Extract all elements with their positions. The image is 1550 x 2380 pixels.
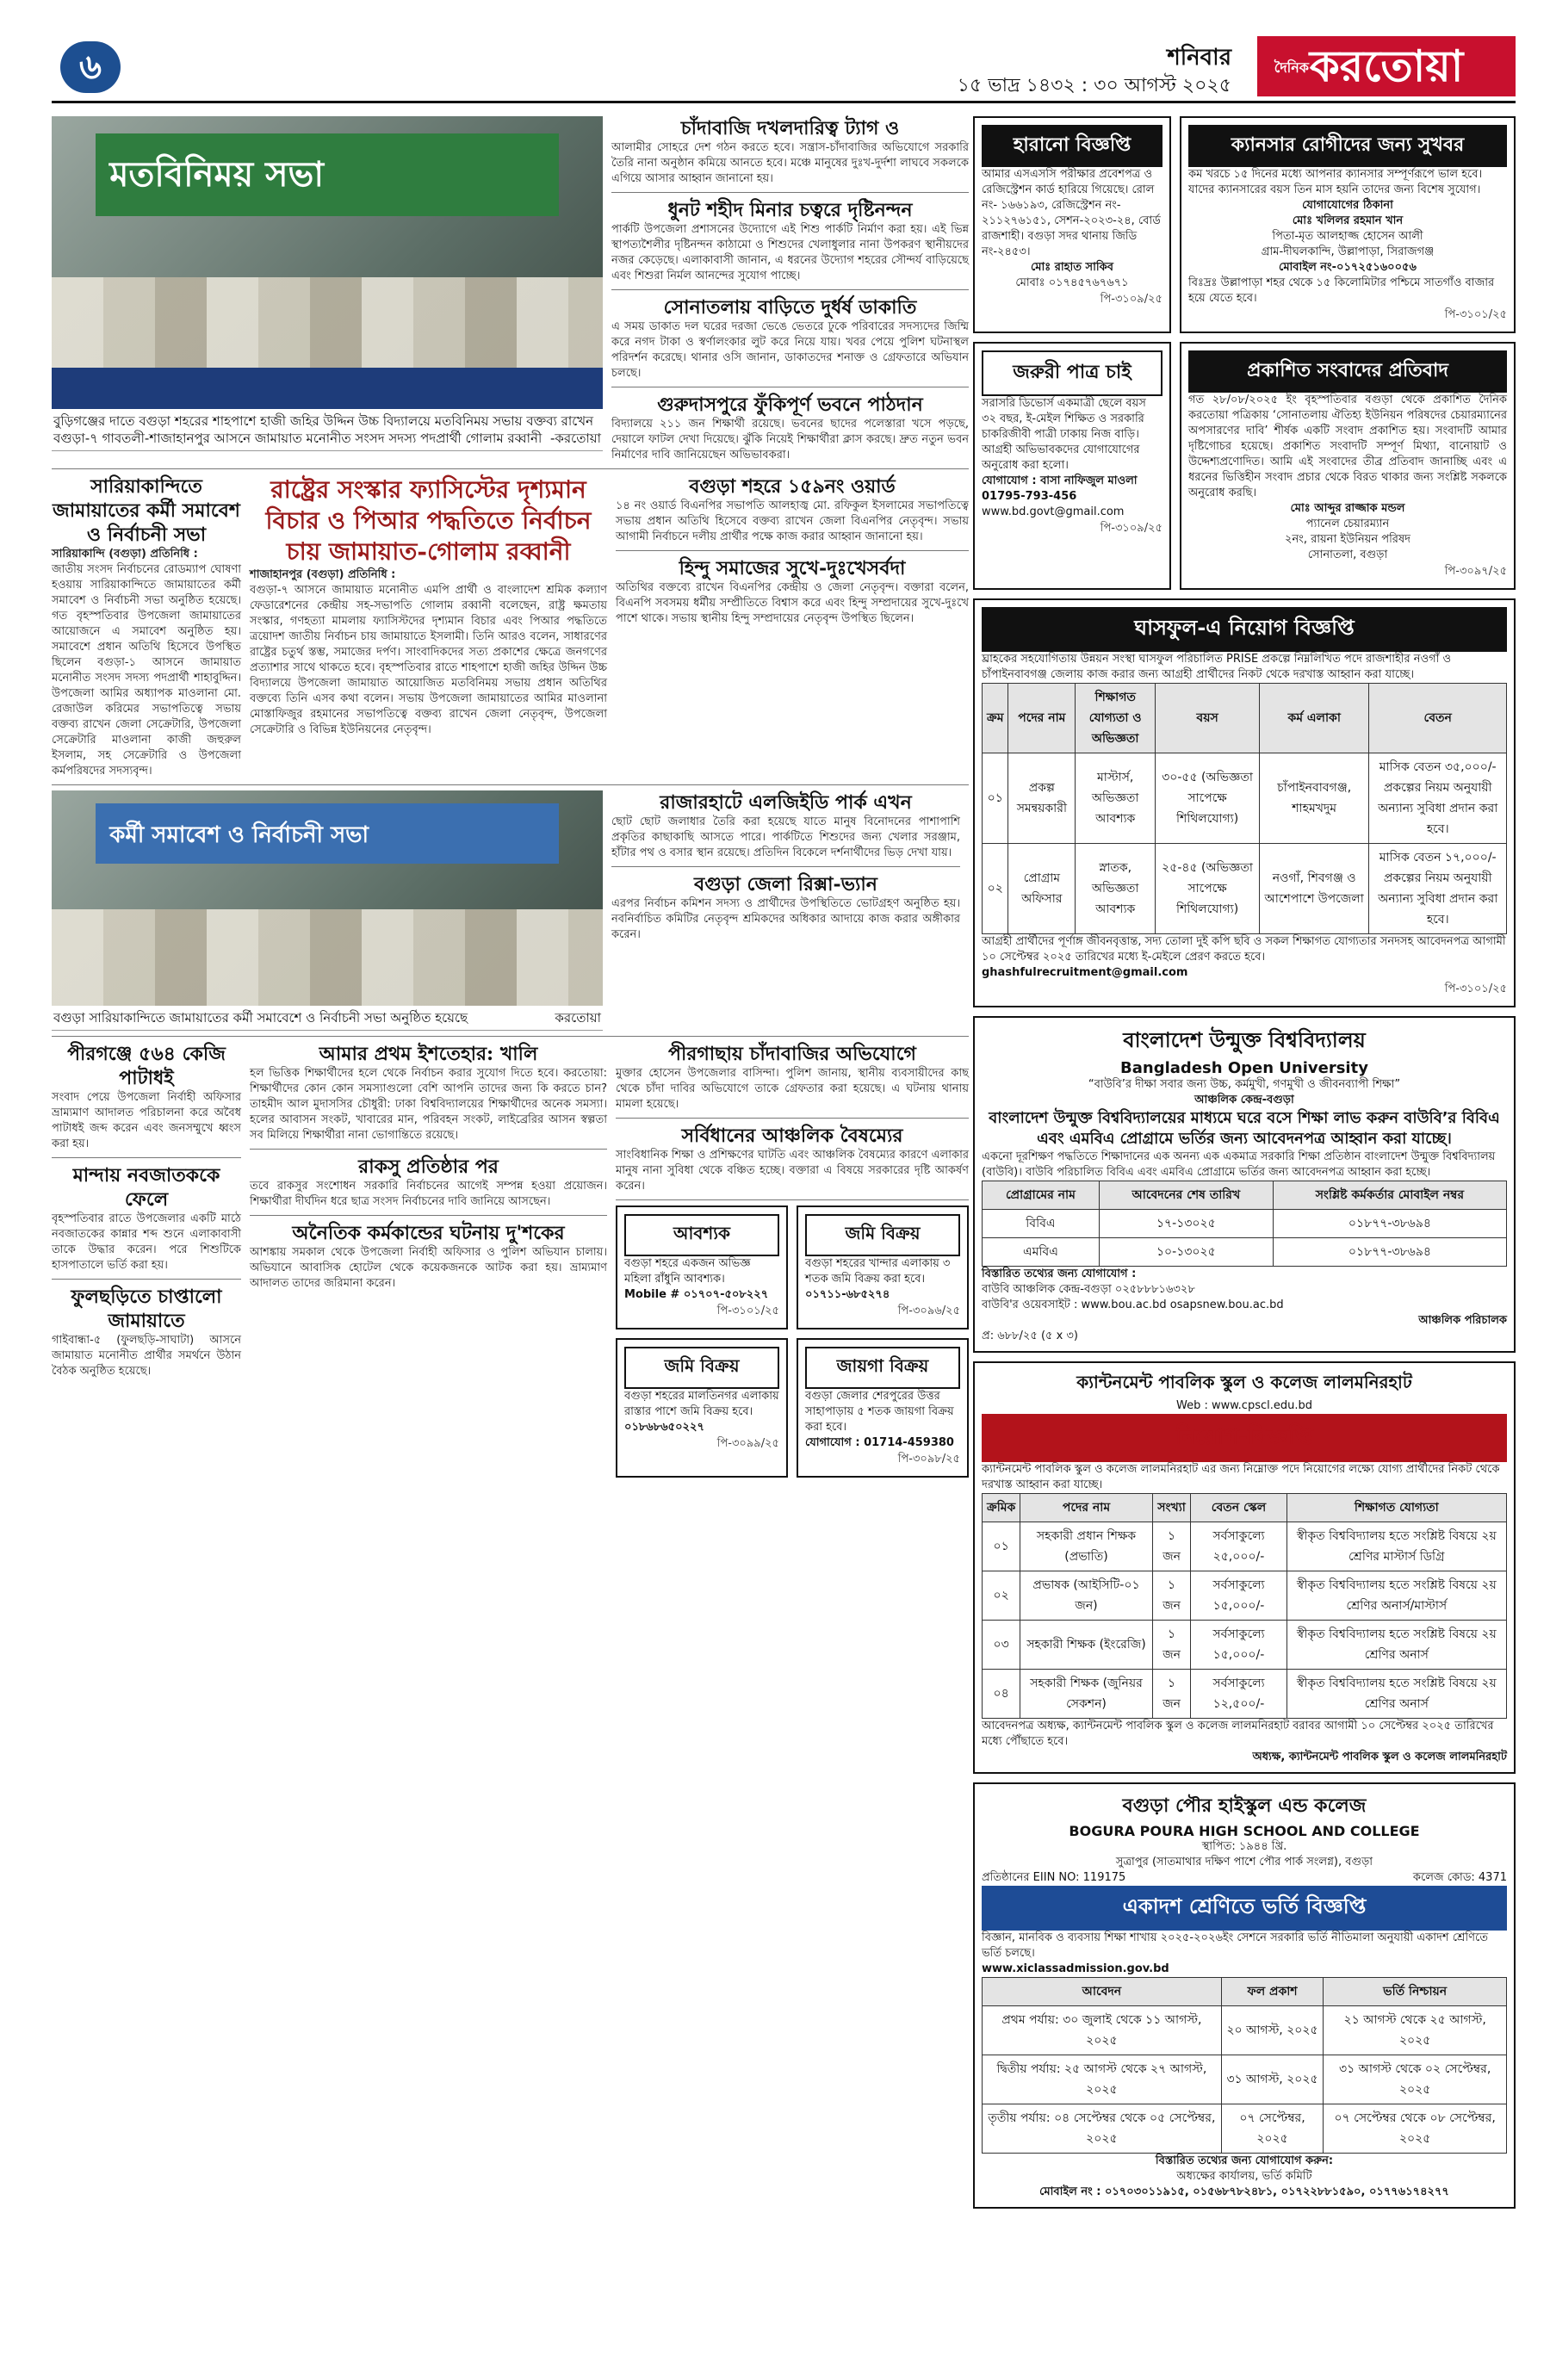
- table-cell: সহকারী শিক্ষক (ইংরেজি): [1020, 1621, 1152, 1670]
- table-cell: সর্বসাকুল্যে ১২,৫০০/-: [1191, 1670, 1286, 1719]
- table-header-cell: প্রোগ্রামের নাম: [983, 1181, 1100, 1210]
- table-cell: ১ জন: [1152, 1571, 1191, 1621]
- second-photo-caption: বগুড়া সারিয়াকান্দিতে জামায়াতের কর্মী সমাবেশে ও নির্বাচনী সভা অনুষ্ঠিত হয়েছে করতোয়া: [52, 1006, 603, 1031]
- table-cell: ২০ আগস্ট, ২০২৫: [1221, 2006, 1324, 2055]
- table-cell: মাসিক বেতন ১৭,০০০/- প্রকল্পের নিয়ম অনুযায়ী অন্যান্য সুবিধা প্রদান করা হবে।: [1369, 844, 1507, 934]
- table-cell: প্রকল্প সমন্বয়কারী: [1008, 753, 1076, 844]
- story-body: এরপর নির্বাচন কমিশন সদস্য ও প্রার্থীদের উপস্থিতিতে ভোটগ্রহণ অনুষ্ঠিত হয়। নবনির্বাচিত কমিটির নেতৃবৃন্দ শ্রমিকদের অধিকার আদায়ে কাজ করার অঙ্গীকার করেন।: [611, 897, 960, 941]
- story-headline: সোনাতলায় বাড়িতে দুর্ধর্ষ ডাকাতি: [663, 296, 917, 319]
- table-header-cell: আবেদন: [983, 1978, 1222, 2006]
- table-cell: প্রথম পর্যায়: ৩০ জুলাই থেকে ১১ আগস্ট, ২০২৫: [983, 2006, 1222, 2055]
- classified-needed: আবশ্যক বগুড়া শহরে একজন অভিজ্ঞ মহিলা রাঁধুনি আবশ্যক। Mobile # ০১৭০৭-৫০৮২২৭ পি-৩১০১/২৫: [616, 1205, 788, 1329]
- table-header-cell: পদের নাম: [1020, 1494, 1152, 1522]
- logo-prefix: দৈনিক: [1274, 59, 1309, 76]
- table-cell: তৃতীয় পর্যায়: ০৪ সেপ্টেম্বর থেকে ০৫ সেপ্টেম্বর, ২০২৫: [983, 2104, 1222, 2154]
- table-cell: ০১৮৭৭-৩৮৬৯৪: [1273, 1210, 1506, 1238]
- table-cell: ০৪: [983, 1670, 1020, 1719]
- table-cell: ০২: [983, 1571, 1020, 1621]
- classified-land-1: জমি বিক্রয় বগুড়া শহরের খান্দার এলাকায় ৩ শতক জমি বিক্রয় করা হবে। ০১৭১১-৬৮৫২৭৪ পি-৩০৯৬/২৫: [797, 1205, 969, 1329]
- story-body: গাইবান্ধা-৫ (ফুলছড়ি-সাঘাটা) আসনে জামায়াত মনোনীত প্রার্থীর সমর্থনে উঠান বৈঠক অনুষ্ঠিত হয়েছে।: [52, 1334, 241, 1378]
- story-headline: সর্বিধানের আঞ্চলিক বৈষম্যের: [681, 1125, 903, 1147]
- story-headline: হিন্দু সমাজের সুখে-দুঃখেসর্বদা: [679, 557, 906, 580]
- story-body: তবে রাকসুর সংশোধন সরকারি নির্বাচনের আগেই সম্পন্ন হওয়া প্রয়োজন। শিক্ষার্থীরা দীর্ঘদিন ধরে ছাত্র সংসদ নির্বাচনের দাবি জানিয়ে আসছেন।: [250, 1180, 607, 1208]
- table-cell: ১ জন: [1152, 1621, 1191, 1670]
- story-body: আলামীর সোহরে দেশ গঠন করতে হবে। সন্ত্রাস-চাঁদাবাজির অভিযোগে সরকারি তৈরি নানা অনুষ্ঠান কমিয়ে আনতে হবে। মঞ্চে মানুষের দুঃখ-দুর্দশা লাঘবে সকলকে এগিয়ে আসার আহ্বান জানানো হয়।: [611, 141, 969, 185]
- story-dateline: শাজাহানপুর (বগুড়া) প্রতিনিধি :: [250, 568, 396, 581]
- table-cell: ০১: [983, 1522, 1020, 1571]
- logo-text: করতোয়া: [1309, 40, 1464, 91]
- table-cell: দ্বিতীয় পর্যায়: ২৫ আগস্ট থেকে ২৭ আগস্ট, ২০২৫: [983, 2055, 1222, 2104]
- story-body: হল ভিত্তিক শিক্ষার্থীদের হলে থেকে নির্বাচন করার সুযোগ দিতে হবে। করতোয়া: শিক্ষার্থীদের কোন কোন সমস্যাগুলো বেশি আপনি তাদের জন্য কি করতে চান? তাহমীদ আল মুদাসসির চৌধুরী: ঢাকা বিশ্ববিদ্যালয়ের শিক্ষার্থীদের অনেক সমস্যা। হলের আবাসন সংকট, খাবারের মান, পরিবহন সংকট, লাইব্রেরির আসন স্বল্পতা সব মিলিয়ে শিক্ষার্থীরা নানা ভোগান্তিতে রয়েছে।: [250, 1067, 607, 1142]
- story-headline: রাকসু প্রতিষ্ঠার পর: [358, 1156, 499, 1178]
- story-body: বগুড়া-৭ আসনে জামায়াত মনোনীত এমপি প্রার্থী ও বাংলাদেশ শ্রমিক কল্যাণ ফেডারেশনের কেন্দ্রীয় সহ-সভাপতি গোলাম রব্বানী বলেছেন, রাষ্ট্র ক্ষমতায় সংস্কার, গণহত্যা মামলায় ফ্যাসিস্টদের দৃশ্যমান বিচার এবং পিআর পদ্ধতিতে ত্রয়োদশ জাতীয় নির্বাচন চায় জামায়াতে ইসলামী। তিনি আরও বলেন, সাধারণের রাষ্ট্রের চতুর্থ স্তম্ভ, সমাজের দর্পণ। সাংবাদিকদের সত্য প্রকাশের ক্ষেত্রে জনগণের প্রত্যাশার সাথে থাকতে হবে। বৃহস্পতিবার রাতে শাহপাশে হাজী জহির উদ্দিন উচ্চ বিদ্যালয়ে উপজেলা জামায়াত আয়োজিত মতবিনিময় সভায় প্রধান অতিথির বক্তব্যে তিনি এসব কথা বলেন। সভায় উপজেলা জামায়াতের আমির মাওলানা মোস্তাফিজুর রহমানের সভাপতিত্বে বক্তব্য রাখেন জেলা নেতৃবৃন্দ, উপজেলা সেক্রেটারি ও বিভিন্ন ইউনিয়নের নেতৃবৃন্দ।: [250, 584, 607, 736]
- page-number: ৬: [60, 41, 121, 93]
- table-header-cell: বয়স: [1156, 684, 1260, 753]
- story-headline: ফুলছড়িতে চাপ্তালো জামায়াতে: [71, 1286, 222, 1332]
- story-body: পার্কটি উপজেলা প্রশাসনের উদ্যোগে এই শিশু পার্কটি নির্মাণ করা হয়। এই ভিন্ন স্থাপত্যশৈলীর দৃষ্টিনন্দন কাঠামো ও শিশুদের খেলাধুলার নানা উপকরণ স্থানীয়দের নজর কেড়েছে। এলাকাবাসী জানান, এ ধরনের উদ্যোগ শহরের সৌন্দর্য বাড়িয়েছে এবং শিশুরা নির্মল আনন্দের সুযোগ পাচ্ছে।: [611, 223, 969, 282]
- story-body: জাতীয় সংসদ নির্বাচনের রোডম্যাপ ঘোষণা হওয়ায় সারিয়াকান্দিতে জামায়াতের কর্মী সমাবেশ ও নির্বাচনী সভা অনুষ্ঠিত হয়েছে। গত বৃহস্পতিবার উপজেলা জামায়াতের আয়োজনে এ সমাবেশ অনুষ্ঠিত হয়। সমাবেশে প্রধান অতিথি হিসেবে উপস্থিত ছিলেন বগুড়া-১ আসনে জামায়াত মনোনীত সংসদ সদস্য পদপ্রার্থী শাহাবুদ্দিন। উপজেলা আমির অধ্যাপক মাওলানা মো. রেজাউল করিমের সভাপতিত্বে সভায় বক্তব্য রাখেন জেলা সেক্রেটারি, উপজেলা সেক্রেটারি মাওলানা কাজী জহুরুল ইসলাম, সহ সেক্রেটারি ও উপজেলা কর্মপরিষদের সদস্যবৃন্দ।: [52, 563, 241, 778]
- lead-photo-caption: বুড়িগঞ্জের দাতে বগুড়া শহরের শাহপাশে হাজী জহির উদ্দিন উচ্চ বিদ্যালয়ে মতবিনিময় সভায় বক্তব্য রাখেন বগুড়া-৭ গাবতলী-শাজাহানপুর আসনে জামায়াত মনোনীত সংসদ সদস্য পদপ্রার্থী গোলাম রব্বানী -করতোয়া: [52, 409, 603, 451]
- table-header-cell: সংশ্লিষ্ট কর্মকর্তার মোবাইল নম্বর: [1273, 1181, 1506, 1210]
- lead-photo-banner: মতবিনিময় সভা: [96, 133, 559, 215]
- table-header-cell: পদের নাম: [1008, 684, 1076, 753]
- table-cell: সহকারী প্রধান শিক্ষক (প্রভাতি): [1020, 1522, 1152, 1571]
- story-body: বিদ্যালয়ে ২১১ জন শিক্ষার্থী রয়েছে। ভবনের ছাদের পলেস্তারা খসে পড়ছে, দেয়ালে ফাটল দেখা দিয়েছে। ঝুঁকি নিয়েই শিক্ষার্থীরা ক্লাস করছে। দ্রুত নতুন ভবন নির্মাণের দাবি জানিয়েছেন অভিভাবকরা।: [611, 418, 969, 462]
- lead-photo: [52, 116, 603, 409]
- table-cell: ০৭ সেপ্টেম্বর থেকে ০৮ সেপ্টেম্বর, ২০২৫: [1324, 2104, 1507, 2154]
- table-cell: প্রভাষক (আইসিটি-০১ জন): [1020, 1571, 1152, 1621]
- table-cell: স্বীকৃত বিশ্ববিদ্যালয় হতে সংশ্লিষ্ট বিষয়ে ২য় শ্রেণির মাস্টার্স ডিগ্রি: [1286, 1522, 1506, 1571]
- ad-cantonment: ক্যান্টনমেন্ট পাবলিক স্কুল ও কলেজ লালমনিরহাট Web : www.cpscl.edu.bd নিয়োগ-বিজ্ঞপ্তি ক্যান্টনমেন্ট পাবলিক স্কুল ও কলেজ লালমনিরহাট এর জন্য নিম্নোক্ত পদে নিয়োগের লক্ষ্যে যোগ্য প্রার্থীদের নিকট থেকে দরখাস্ত আহ্বান করা যাচ্ছে। ক্রমিক পদের নাম সংখ্যা বেতন স্কেল শিক্ষাগত যোগ্যতা ০১ সহকারী প্রধান শিক্ষক (প্রভাতি) ১ জন সর্বসাকুল্যে ২৫,০০০/- স্বীকৃত বিশ্ববিদ্যালয় হতে সংশ্লিষ্ট বিষয়ে ২য় শ্রেণির মাস্টার্স ডিগ্রি ০২ প্রভাষক (আইসিটি-০১ জন) ১ জন সর্বসাকুল্যে ১৫,০০০/- স্বীকৃত বিশ্ববিদ্যালয় হতে সংশ্লিষ্ট বিষয়ে ২য় শ্রেণির অনার্স/মাস্টার্স ০৩ সহকারী শিক্ষক (ইংরেজি) ১ জন সর্বসাকুল্যে ১৫,০০০/- স্বীকৃত বিশ্ববিদ্যালয় হতে সংশ্লিষ্ট বিষয়ে ২য় শ্রেণির অনার্স ০৪ সহকারী শিক্ষক (জুনিয়র সেকশন) ১ জন সর্বসাকুল্যে ১২,৫০০/- স্বীকৃত বিশ্ববিদ্যালয় হতে সংশ্লিষ্ট বিষয়ে ২য় শ্রেণির অনার্স আবেদনপত্র অধ্যক্ষ, ক্যান্টনমেন্ট পাবলিক স্কুল ও কলেজ লালমনিরহাট বরাবর আগামী ১০ সেপ্টেম্বর ২০২৫ তারিখের মধ্যে পৌঁছাতে হবে। অধ্যক্ষ, ক্যান্টনমেন্ট পাবলিক স্কুল ও কলেজ লালমনিরহাট: [973, 1361, 1516, 1774]
- bou-table: [982, 1181, 1507, 1267]
- story-headline: পীরগঞ্জে ৫৬৪ কেজি পাটাধই: [67, 1043, 226, 1089]
- story-headline: রাষ্ট্রের সংস্কার ফ্যাসিস্টের দৃশ্যমান বিচার ও পিআর পদ্ধতিতে নির্বাচন চায় জামায়াত-গোলাম রব্বানী: [265, 475, 592, 566]
- table-row: [983, 2055, 1507, 2104]
- table-cell: মাসিক বেতন ৩৫,০০০/- প্রকল্পের নিয়ম অনুযায়ী অন্যান্য সুবিধা প্রদান করা হবে।: [1369, 753, 1507, 844]
- table-row: [983, 1571, 1507, 1621]
- story-body: ছোট ছোট জলাধার তৈরি করা হয়েছে যাতে মানুষ বিনোদনের পাশাপাশি প্রকৃতির কাছাকাছি আসতে পারে। পার্কটিতে শিশুদের জন্য খেলার সরঞ্জাম, হাঁটার পথ ও বসার স্থান রয়েছে। প্রতিদিন বিকেলে দর্শনার্থীদের ভিড় দেখা যায়।: [611, 815, 960, 859]
- table-cell: চাঁপাইনবাবগঞ্জ, শাহমখদুম: [1259, 753, 1369, 844]
- table-row: [983, 2104, 1507, 2154]
- story-body: ১৪ নং ওয়ার্ড বিএনপির সভাপতি আলহাজ্ব মো. রফিকুল ইসলামের সভাপতিত্বে সভায় প্রধান অতিথি হিসেবে বক্তব্য রাখেন জেলা বিএনপির নেতৃবৃন্দ। সভায় আগামী নির্বাচনে দলীয় প্রার্থীর পক্ষে কাজ করার আহ্বান জানানো হয়।: [616, 499, 969, 543]
- day-name: শনিবার: [1167, 45, 1231, 71]
- table-cell: সহকারী শিক্ষক (জুনিয়র সেকশন): [1020, 1670, 1152, 1719]
- table-cell: ০৩: [983, 1621, 1020, 1670]
- table-cell: ১ জন: [1152, 1522, 1191, 1571]
- cantonment-table: [982, 1493, 1507, 1719]
- story-headline: বগুড়া শহরে ১৫৯নং ওয়ার্ড: [689, 475, 896, 498]
- table-cell: ৩১ আগস্ট, ২০২৫: [1221, 2055, 1324, 2104]
- table-cell: ১৭-১৩০২৫: [1099, 1210, 1273, 1238]
- story-headline: রাজারহাটে এলজিইডি পার্ক এখন: [660, 791, 912, 814]
- table-header-cell: বেতন স্কেল: [1191, 1494, 1286, 1522]
- story-body: মুক্তার হোসেন উপজেলার বাসিন্দা। পুলিশ জানায়, স্থানীয় ব্যবসায়ীদের কাছ থেকে চাঁদা দাবির অভিযোগে তাকে গ্রেফতার করা হয়েছে। এ ঘটনায় থানায় মামলা হয়েছে।: [616, 1067, 969, 1111]
- table-cell: ১০-১৩০২৫: [1099, 1238, 1273, 1267]
- table-header-cell: কর্ম এলাকা: [1259, 684, 1369, 753]
- table-header-cell: শিক্ষাগত যোগ্যতা ও অভিজ্ঞতা: [1076, 684, 1156, 753]
- job-table: [982, 683, 1507, 934]
- table-header-cell: সংখ্যা: [1152, 1494, 1191, 1522]
- table-cell: ২৫-৪৫ (অভিজ্ঞতা সাপেক্ষে শিথিলযোগ্য): [1156, 844, 1260, 934]
- lead-photo-table: [52, 368, 603, 409]
- table-cell: স্বীকৃত বিশ্ববিদ্যালয় হতে সংশ্লিষ্ট বিষয়ে ২য় শ্রেণির অনার্স: [1286, 1670, 1506, 1719]
- second-photo-people: [52, 909, 603, 1007]
- story-dateline: সারিয়াকান্দি (বগুড়া) প্রতিনিধি :: [52, 548, 198, 561]
- story-body: বৃহস্পতিবার রাতে উপজেলার একটি মাঠে নবজাতকের কান্নার শব্দ শুনে এলাকাবাসী তাকে উদ্ধার করেন। পরে শিশুটিকে হাসপাতালে ভর্তি করা হয়।: [52, 1212, 241, 1272]
- story-headline: সারিয়াকান্দিতে জামায়াতের কর্মী সমাবেশ ও নির্বাচনী সভা: [53, 475, 240, 546]
- story-headline: চাঁদাবাজি দখলদারিত্ব ট্যাগ ও: [680, 117, 900, 139]
- table-cell: ০৭ সেপ্টেম্বর, ২০২৫: [1221, 2104, 1324, 2154]
- story-body: সাংবিধানিক শিক্ষা ও প্রশিক্ষণের ঘাটতি এবং আঞ্চলিক বৈষম্যের কারণে এলাকার মানুষ নানা সুবিধা থেকে বঞ্চিত হচ্ছে। বক্তারা এ বিষয়ে সরকারের দৃষ্টি আকর্ষণ করেন।: [616, 1149, 969, 1193]
- second-photo: [52, 790, 603, 1006]
- second-photo-banner: কর্মী সমাবেশ ও নির্বাচনী সভা: [96, 803, 559, 864]
- table-cell: ০১: [983, 753, 1008, 844]
- table-header-cell: ক্রম: [983, 684, 1008, 753]
- main-news-column: [52, 116, 969, 1486]
- table-cell: ০২: [983, 844, 1008, 934]
- table-cell: নওগাঁ, শিবগঞ্জ ও আশেপাশে উপজেলা: [1259, 844, 1369, 934]
- table-cell: স্বীকৃত বিশ্ববিদ্যালয় হতে সংশ্লিষ্ট বিষয়ে ২য় শ্রেণির অনার্স: [1286, 1621, 1506, 1670]
- table-header-cell: ফল প্রকাশ: [1221, 1978, 1324, 2006]
- table-cell: মাস্টার্স, অভিজ্ঞতা আবশ্যক: [1076, 753, 1156, 844]
- classified-land-2: জমি বিক্রয় বগুড়া শহরের মালতিনগর এলাকায় রাস্তার পাশে জমি বিক্রয় হবে। ০১৮৬৮৬৫০২২৭ পি-৩০৯৯/২৫: [616, 1338, 788, 1478]
- classified-place: জায়গা বিক্রয় বগুড়া জেলার শেরপুরের উত্তর সাহাপাড়ায় ৫ শতক জায়গা বিক্রয় করা হবে। যোগাযোগ : 01714-459380 পি-৩০৯৮/২৫: [797, 1338, 969, 1478]
- table-cell: ৩১ আগস্ট থেকে ০২ সেপ্টেম্বর, ২০২৫: [1324, 2055, 1507, 2104]
- table-cell: ৩০-৫৫ (অভিজ্ঞতা সাপেক্ষে শিথিলযোগ্য): [1156, 753, 1260, 844]
- story-headline: বগুড়া জেলা রিক্সা-ভ্যান: [694, 873, 877, 896]
- masthead: [52, 34, 1516, 103]
- story-body: অতিথির বক্তব্যে রাখেন বিএনপির কেন্দ্রীয় ও জেলা নেতৃবৃন্দ। বক্তারা বলেন, বিএনপি সবসময় ধর্মীয় সম্প্রীতিতে বিশ্বাস করে এবং হিন্দু সম্প্রদায়ের সুখে-দুঃখে পাশে থাকে। সভায় স্থানীয় হিন্দু সম্প্রদায়ের নেতৃবৃন্দ উপস্থিত ছিলেন।: [616, 581, 969, 625]
- ad-urgent: জরুরী পাত্র চাই সরাসরি ডিভোর্স একমাত্রী ছেলে বয়স ৩২ বছর, ই-মেইল শিক্ষিত ও সরকারি চাকরিজীবী পাত্রী ঢাকায় নিজ বাড়ি। আগ্রহী অভিভাবকদের যোগাযোগের অনুরোধ করা হলো। যোগাযোগ : বাসা নাফিজুল মাওলা 01795-793-456 www.bd.govt@gmail.com পি-৩১০৯/২৫: [973, 342, 1171, 590]
- table-cell: এমবিএ: [983, 1238, 1100, 1267]
- table-row: [983, 1238, 1507, 1267]
- table-row: [983, 1210, 1507, 1238]
- ad-ghashful-job: ঘাসফুল-এ নিয়োগ বিজ্ঞপ্তি ঘ্রাহকের সহযোগিতায় উন্নয়ন সংস্থা ঘাসফুল পরিচালিত PRISE প্রকল্পে নিম্নলিখিত পদে রাজশাহীর নওগাঁ ও চাঁপাইনবাবগঞ্জ জেলায় কাজ করার জন্য আগ্রহী প্রার্থীদের নিকট থেকে দরখাস্ত আহ্বান করা যাচ্ছে। ক্রম পদের নাম শিক্ষাগত যোগ্যতা ও অভিজ্ঞতা বয়স কর্ম এলাকা বেতন ০১ প্রকল্প সমন্বয়কারী মাস্টার্স, অভিজ্ঞতা আবশ্যক ৩০-৫৫ (অভিজ্ঞতা সাপেক্ষে শিথিলযোগ্য) চাঁপাইনবাবগঞ্জ, শাহমখদুম মাসিক বেতন ৩৫,০০০/- প্রকল্পের নিয়ম অনুযায়ী অন্যান্য সুবিধা প্রদান করা হবে। ০২ প্রোগ্রাম অফিসার স্নাতক, অভিজ্ঞতা আবশ্যক ২৫-৪৫ (অভিজ্ঞতা সাপেক্ষে শিথিলযোগ্য) নওগাঁ, শিবগঞ্জ ও আশেপাশে উপজেলা মাসিক বেতন ১৭,০০০/- প্রকল্পের নিয়ম অনুযায়ী অন্যান্য সুবিধা প্রদান করা হবে। আগ্রহী প্রার্থীদের পূর্ণাঙ্গ জীবনবৃত্তান্ত, সদ্য তোলা দুই কপি ছবি ও সকল শিক্ষাগত যোগ্যতার সনদসহ আবেদনপত্র আগামী ১০ সেপ্টেম্বর ২০২৫ তারিখের মধ্যে ই-মেইলে প্রেরণ করতে হবে। ghashfulrecruitment@gmail.com পি-৩১০১/২৫: [973, 598, 1516, 1007]
- table-header-cell: ভর্তি নিশ্চায়ন: [1324, 1978, 1507, 2006]
- table-row: [983, 844, 1507, 934]
- admission-table: [982, 1977, 1507, 2154]
- story-headline: ধুনট শহীদ মিনার চত্বরে দৃষ্টিনন্দন: [667, 199, 913, 221]
- story-body: এ সময় ডাকাত দল ঘরের দরজা ভেঙে ভেতরে ঢুকে পরিবারের সদস্যদের জিম্মি করে নগদ টাকা ও স্বর্ণালংকার লুট করে নিয়ে যায়। খবর পেয়ে পুলিশ ঘটনাস্থল পরিদর্শন করেছে। থানার ওসি জানান, ডাকাতদের শনাক্ত ও গ্রেফতারে অভিযান চলছে।: [611, 320, 969, 380]
- story-headline: গুরুদাসপুরে ফুঁকিপূর্ণ ভবনে পাঠদান: [657, 394, 923, 416]
- story-headline: পীরগাছায় চাঁদাবাজির অভিযোগে: [668, 1043, 916, 1065]
- table-cell: ০১৮৭৭-৩৮৬৯৪: [1273, 1238, 1506, 1267]
- story-body: আশঙ্কায় সমকাল থেকে উপজেলা নির্বাহী অফিসার ও পুলিশ অভিযান চালায়। অভিযানে আবাসিক হোটেল থেকে কয়েকজনকে আটক করা হয়। ভ্রাম্যমাণ আদালত তাদের জরিমানা করেন।: [250, 1246, 607, 1290]
- table-cell: প্রোগ্রাম অফিসার: [1008, 844, 1076, 934]
- ad-rejoinder: প্রকাশিত সংবাদের প্রতিবাদ গত ২৮/০৮/২০২৫ ইং বৃহস্পতিবার বগুড়া থেকে প্রকাশিত দৈনিক করতোয়া পত্রিকায় ‘সোনাতলায় ঐতিহ্য ইউনিয়ন পরিষদের চেয়ারম্যানের অপসারণের দাবি’ শীর্ষক একটি সংবাদ প্রকাশিত হয়। সংবাদটি আমার দৃষ্টিগোচর হয়েছে। প্রকাশিত সংবাদটি সম্পূর্ণ মিথ্যা, বানোয়াট ও উদ্দেশ্যপ্রণোদিত। আমি এই সংবাদের তীব্র প্রতিবাদ জানাচ্ছি এবং এ ধরনের ভিত্তিহীন সংবাদ প্রচার থেকে বিরত থাকার জন্য সংশ্লিষ্ট সকলকে অনুরোধ করছি। মোঃ আব্দুর রাজ্জাক মন্ডল প্যানেল চেয়ারম্যান ২নং, রায়না ইউনিয়ন পরিষদ সোনাতলা, বগুড়া পি-৩০৯৭/২৫: [1180, 342, 1516, 590]
- table-cell: বিবিএ: [983, 1210, 1100, 1238]
- story-headline: অনৈতিক কর্মকান্ডের ঘটনায় দু'শকের: [292, 1222, 565, 1244]
- ad-bou: বাংলাদেশ উন্মুক্ত বিশ্ববিদ্যালয় Bangladesh Open University “বাউবি’র দীক্ষা সবার জন্য উচ্চ, কর্মমুখী, গণমুখী ও জীবনব্যাপী শিক্ষা” আঞ্চলিক কেন্দ্র-বগুড়া বাংলাদেশ উন্মুক্ত বিশ্ববিদ্যালয়ের মাধ্যমে ঘরে বসে শিক্ষা লাভ করুন বাউবি’র বিবিএ এবং এমবিএ প্রোগ্রামে ভর্তির জন্য আবেদনপত্র আহ্বান করা যাচ্ছে। একনো দূরশিক্ষণ পদ্ধতিতে শিক্ষাদানের এক অনন্য এক একমাত্র সরকারি শিক্ষা প্রতিষ্ঠান বাংলাদেশ উন্মুক্ত বিশ্ববিদ্যালয় (বাউবি)। বাউবি পরিচালিত বিবিএ এবং এমবিএ প্রোগ্রামে ভর্তির জন্য আবেদনপত্র আহ্বান করা হচ্ছে। প্রোগ্রামের নাম আবেদনের শেষ তারিখ সংশ্লিষ্ট কর্মকর্তার মোবাইল নম্বর বিবিএ ১৭-১৩০২৫ ০১৮৭৭-৩৮৬৯৪ এমবিএ ১০-১৩০২৫ ০১৮৭৭-৩৮৬৯৪ বিস্তারিত তথ্যের জন্য যোগাযোগ : বাউবি আঞ্চলিক কেন্দ্র-বগুড়া ০২৫৮৮৮১৬৩২৮ বাউবি'র ওয়েবসাইট : www.bou.ac.bd osapsnew.bou.ac.bd আঞ্চলিক পরিচালক প্র: ৬৮৮/২৫ (৫ x ৩): [973, 1016, 1516, 1353]
- table-header-cell: শিক্ষাগত যোগ্যতা: [1286, 1494, 1506, 1522]
- ads-column: [973, 116, 1516, 2217]
- table-cell: ১ জন: [1152, 1670, 1191, 1719]
- newspaper-logo: [1257, 36, 1516, 96]
- table-cell: স্বীকৃত বিশ্ববিদ্যালয় হতে সংশ্লিষ্ট বিষয়ে ২য় শ্রেণির অনার্স/মাস্টার্স: [1286, 1571, 1506, 1621]
- table-row: [983, 1670, 1507, 1719]
- ad-lost-notice: হারানো বিজ্ঞপ্তি আমার এসএসসি পরীক্ষার প্রবেশপত্র ও রেজিস্ট্রেশন কার্ড হারিয়ে গিয়েছে। রোল নং- ১৬৬১৯৩, রেজিস্ট্রেশন নং- ২১১২৭৬১৫১, সেশন-২০২৩-২৪, বোর্ড রাজশাহী। বগুড়া সদর থানায় জিডি নং-২৪৫৩। মোঃ রাহাত সাকিব মোবাঃ ০১৭৪৫৭৬৭৬৭১ পি-৩১০৯/২৫: [973, 116, 1171, 333]
- story-body: সংবাদ পেয়ে উপজেলা নির্বাহী অফিসার ভ্রাম্যমাণ আদালত পরিচালনা করে অবৈধ পাটাধই জব্দ করেন এবং জনসম্মুখে ধ্বংস করা হয়।: [52, 1091, 241, 1150]
- table-row: [983, 1621, 1507, 1670]
- table-header-cell: বেতন: [1369, 684, 1507, 753]
- table-header-cell: আবেদনের শেষ তারিখ: [1099, 1181, 1273, 1210]
- table-cell: সর্বসাকুল্যে ১৫,০০০/-: [1191, 1621, 1286, 1670]
- ad-bogura-college: বগুড়া পৌর হাইস্কুল এন্ড কলেজ BOGURA POURA HIGH SCHOOL AND COLLEGE স্থাপিত: ১৯৪৪ খ্রি. সুত্রাপুর (সাতমাথার দক্ষিণ পাশে পৌর পার্ক সংলগ্ন), বগুড়া প্রতিষ্ঠানের EIIN NO: 119175 কলেজ কোড: 4371 একাদশ শ্রেণিতে ভর্তি বিজ্ঞপ্তি বিজ্ঞান, মানবিক ও ব্যবসায় শিক্ষা শাখায় ২০২৫-২০২৬ইং সেশনে সরকারি ভর্তি নীতিমালা অনুযায়ী একাদশ শ্রেণিতে ভর্তি চলছে। www.xiclassadmission.gov.bd আবেদন ফল প্রকাশ ভর্তি নিশ্চায়ন প্রথম পর্যায়: ৩০ জুলাই থেকে ১১ আগস্ট, ২০২৫ ২০ আগস্ট, ২০২৫ ২১ আগস্ট থেকে ২৫ আগস্ট, ২০২৫ দ্বিতীয় পর্যায়: ২৫ আগস্ট থেকে ২৭ আগস্ট, ২০২৫ ৩১ আগস্ট, ২০২৫ ৩১ আগস্ট থেকে ০২ সেপ্টেম্বর, ২০২৫ তৃতীয় পর্যায়: ০৪ সেপ্টেম্বর থেকে ০৫ সেপ্টেম্বর, ২০২৫ ০৭ সেপ্টেম্বর, ২০২৫ ০৭ সেপ্টেম্বর থেকে ০৮ সেপ্টেম্বর, ২০২৫ বিস্তারিত তথ্যের জন্য যোগাযোগ করুন: অধ্যক্ষের কার্যালয়, ভর্তি কমিটি মোবাইল নং : ০১৭০৩০১১৯১৫, ০১৫৬৮৭৮২৪৮১, ০১৭২২৮৮১৫৯০, ০১৭৭৬১৭৪২৭৭: [973, 1782, 1516, 2209]
- table-row: [983, 753, 1507, 844]
- ad-cancer: ক্যানসার রোগীদের জন্য সুখবর কম খরচে ১৫ দিনের মধ্যে আপনার ক্যানসার সম্পূর্ণরূপে ভাল হবে। যাদের ক্যানসারের বয়স তিন মাস হয়নি তাদের জন্য বিশেষ সুযোগ। যোগাযোগের ঠিকানা মোঃ খলিলর রহমান খান পিতা-মৃত আলহাজ্জ হোসেন আলী গ্রাম-দীঘলকান্দি, উল্লাপাড়া, সিরাজগঞ্জ মোবাইল নং-০১৭২৫১৬০০৫৬ বিঃদ্রঃ উল্লাপাড়া শহর থেকে ১৫ কিলোমিটার পশ্চিমে সাতগাঁও বাজার হয়ে যেতে হবে। পি-৩১০১/২৫: [1180, 116, 1516, 333]
- story-headline: মান্দায় নবজাতককে ফেলে: [72, 1164, 220, 1211]
- table-row: [983, 1522, 1507, 1571]
- table-header-cell: ক্রমিক: [983, 1494, 1020, 1522]
- date-line: ১৫ ভাদ্র ১৪৩২ : ৩০ আগস্ট ২০২৫: [957, 75, 1231, 96]
- story-headline: আমার প্রথম ইশতেহার: খালি: [319, 1043, 538, 1065]
- table-cell: ২১ আগস্ট থেকে ২৫ আগস্ট, ২০২৫: [1324, 2006, 1507, 2055]
- table-row: [983, 2006, 1507, 2055]
- table-cell: সর্বসাকুল্যে ২৫,০০০/-: [1191, 1522, 1286, 1571]
- table-cell: সর্বসাকুল্যে ১৫,০০০/-: [1191, 1571, 1286, 1621]
- table-cell: স্নাতক, অভিজ্ঞতা আবশ্যক: [1076, 844, 1156, 934]
